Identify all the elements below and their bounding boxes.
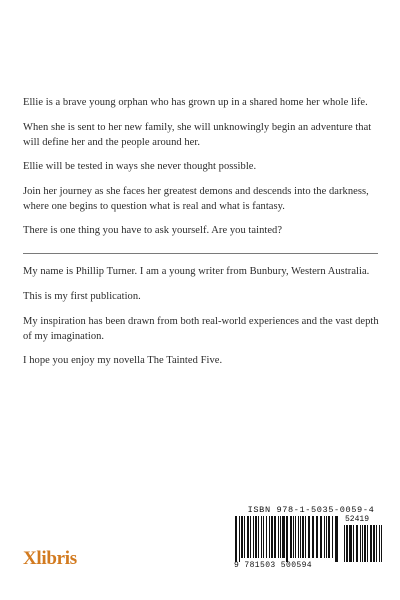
barcode-bar (295, 516, 296, 558)
barcode-bar (370, 525, 372, 562)
barcode-bar (316, 516, 318, 558)
barcode-bar (376, 525, 377, 562)
barcode-bar (239, 516, 240, 562)
barcode-bar (261, 516, 262, 558)
barcode-bar (286, 516, 288, 562)
barcode-bar (253, 516, 254, 558)
barcode-bar (278, 516, 279, 558)
barcode-bar (282, 516, 285, 558)
barcode-bar (332, 516, 333, 558)
isbn-label: ISBN 978-1-5035-0059-4 (247, 505, 375, 515)
barcode-bar (367, 525, 368, 562)
barcode-bar (274, 516, 276, 558)
barcode-bar (266, 516, 267, 558)
barcode-bar (247, 516, 249, 558)
barcode-bar (344, 525, 345, 562)
barcode-bar (328, 516, 330, 558)
barcode-bar (320, 516, 322, 558)
barcode-bar (235, 516, 237, 562)
barcode-bar (349, 525, 352, 562)
price-code: 52419 (345, 515, 370, 524)
synopsis-paragraph-2: When she is sent to her new family, she will unknowingly begin an adventure that will define her and the people around her. (23, 122, 372, 148)
barcode-bar (305, 516, 306, 558)
barcode-bar (324, 516, 325, 558)
barcode-bar (364, 525, 366, 562)
barcode-bar (258, 516, 259, 558)
barcode-bar (356, 525, 358, 562)
barcode-bar (335, 516, 338, 562)
author-bio-paragraph-4: I hope you enjoy my novella The Tainted Five. (23, 355, 223, 366)
barcode-bar (290, 516, 292, 558)
author-bio-paragraph-1: My name is Phillip Turner. I am a young writer from Bunbury, Western Australia. (23, 266, 370, 277)
synopsis-paragraph-5: There is one thing you have to ask yourself. Are you tainted? (23, 225, 283, 236)
barcode-bar (298, 516, 299, 558)
barcode-bar (346, 525, 348, 562)
price-barcode (343, 525, 387, 562)
barcode-bar (302, 516, 304, 558)
barcode-bar (362, 525, 363, 562)
barcode-bar (255, 516, 257, 558)
author-bio-paragraph-2: This is my first publication. (23, 291, 141, 302)
barcode-bar (312, 516, 314, 558)
barcode-bar (381, 525, 382, 562)
barcode-bar (293, 516, 294, 558)
synopsis-paragraph-1: Ellie is a brave young orphan who has grown up in a shared home her whole life. (23, 97, 368, 108)
barcode-bar (360, 525, 361, 562)
section-divider (23, 253, 378, 254)
barcode-bar (353, 525, 354, 562)
barcode-bar (300, 516, 301, 558)
barcode-bar (269, 516, 270, 558)
barcode-bar (263, 516, 264, 558)
barcode-bar (241, 516, 243, 558)
isbn-barcode (234, 516, 342, 562)
synopsis-paragraph-4: Join her journey as she faces her greatest demons and descends into the darkness, where one begins to question what is real and what is fantasy. (23, 186, 369, 212)
barcode-bar (308, 516, 310, 558)
synopsis-paragraph-3: Ellie will be tested in ways she never thought possible. (23, 161, 257, 172)
barcode-digits: 9 781503 500594 (234, 561, 313, 570)
barcode-bar (271, 516, 273, 558)
barcode-bar (280, 516, 281, 558)
publisher-logo: Xlibris (23, 548, 77, 569)
barcode-bar (244, 516, 245, 558)
barcode-bar (250, 516, 251, 558)
author-bio-paragraph-3: My inspiration has been drawn from both real-world experiences and the vast depth of my imagination. (23, 316, 379, 342)
barcode-bar (379, 525, 380, 562)
barcode-bar (373, 525, 375, 562)
barcode-bar (326, 516, 327, 558)
